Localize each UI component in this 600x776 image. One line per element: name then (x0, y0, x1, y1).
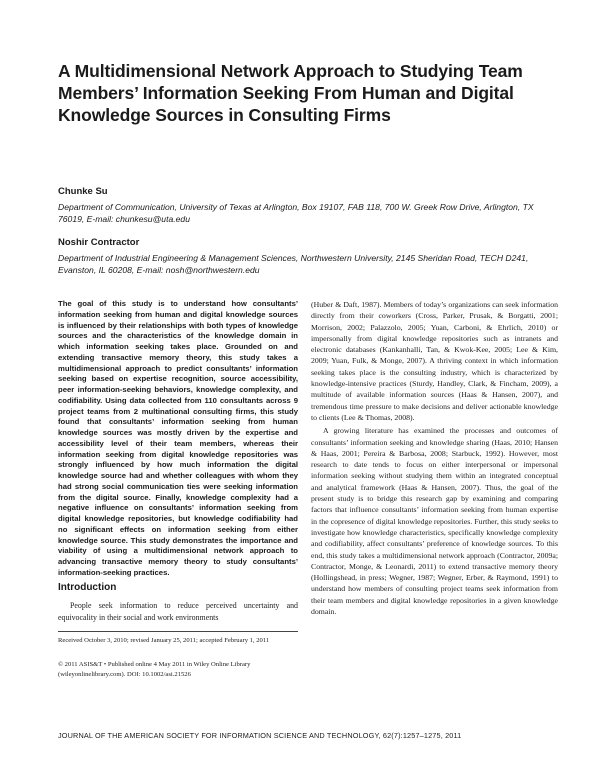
author-affiliation: Department of Communication, University of Texas at Arlington, Box 19107, FAB 118, 700 W. Greek Row Drive, Arlington, TX 76019, E-mail: chunkesu@uta.edu (58, 202, 534, 224)
copyright-notice: © 2011 ASIS&T • Published online 4 May 2011 in Wiley Online Library (wileyonlinelibrary.com). DOI: 10.1002/asi.21526 (58, 661, 251, 678)
author-block-2 (58, 237, 558, 276)
article-title: A Multidimensional Network Approach to Studying Team Members’ Information Seeking From Human and Digital Knowledge Sources in Consulting Firms (58, 61, 523, 125)
right-column (311, 299, 558, 617)
author-block-1 (58, 186, 558, 225)
author-name: Chunke Su (58, 186, 108, 197)
author-name: Noshir Contractor (58, 237, 140, 248)
abstract: The goal of this study is to understand how consultants’ information seeking from human and digital knowledge sources is influenced by their relationships with both types of knowledge sources and the characteristics of the knowledge domain in which information seeking takes place. Grounded on and extending transactive memory theory, this study takes a multidimensional approach to predict consultants’ information seeking based on expertise recognition, source accessibility, peer information-seeking behaviors, knowledge complexity, and codifiability. Using data collected from 110 consultants across 9 project teams from 2 multinational consulting firms, this study found that consultants’ information seeking from human knowledge sources was mostly driven by the expertise and accessibility level of their team members, whereas their information seeking from digital knowledge repositories was strongly influenced by how much information the digital knowledge source had and whether colleagues with whom they had strong social communication ties were seeking information from the digital source. Finally, knowledge complexity had a negative influence on consultants’ information seeking from digital knowledge repositories, but knowledge codifiability had no significant effects on information seeking from either knowledge source. This study demonstrates the importance and viability of using a multidimensional network approach to advancing transactive memory theory to study consultants’ information-seeking practices. (58, 299, 298, 577)
author-affiliation: Department of Industrial Engineering & Management Sciences, Northwestern University, 2145 Sheridan Road, TECH D241, Evanston, IL 60208, E-mail: nosh@northwestern.edu (58, 253, 529, 275)
body-paragraph: A growing literature has examined the processes and outcomes of consultants’ information seeking and knowledge sharing (Haas, 2010; Hansen & Haas, 2001; Pereira & Barbosa, 2008; Starbuck, 1992). However, most research to date tends to focus on either interpersonal or impersonal information seeking without studying them within an integrated conceptual and analytical framework (Haas & Hansen, 2007). Thus, the goal of the present study is to bridge this research gap by examining and comparing factors that influence consultants’ information seeking from human expertise in the copresence of digital knowledge repositories. Further, this study seeks to investigate how knowledge characteristics, specifically knowledge complexity and codifiability, affect consultants’ preference of knowledge sources. To this end, this study takes a multidimensional network approach (Contractor, 2009a; Contractor, Monge, & Leonardi, 2011) to extend transactive memory theory (Hollingshead, in press; Wegner, 1987; Wegner, Erber, & Raymond, 1991) to understand how members of consulting project teams seek information from their team members and digital knowledge repositories in a given knowledge domain. (311, 426, 558, 617)
received-dates: Received October 3, 2010; revised January 25, 2011; accepted February 1, 2011 (58, 637, 270, 644)
section-heading-introduction: Introduction (58, 582, 117, 593)
body-paragraph: (Huber & Daft, 1987). Members of today’s organizations can seek information directly from their coworkers (Cross, Parker, Prusak, & Borgatti, 2001; Morrison, 2002; Palazzolo, 2005; Yuan, Carboni, & Ehrlich, 2010) or impersonally from digital knowledge repositories such as intranets and electronic databases (Kankanhalli, Tan, & Kwok-Kee, 2005; Lee & Kim, 2009; Yuan, Fulk, & Monge, 2007). A thriving context in which information seeking takes place is the consulting industry, which is characterized by knowledge-intensive practices (Sturdy, Handley, Clark, & Fincham, 2009), a multitude of available information sources (Haas & Hansen, 2007), and tremendous time pressure to make decisions and deliver actionable knowledge to clients (Lee & Thomas, 2008). (311, 300, 558, 422)
intro-paragraph: People seek information to reduce perceived uncertainty and equivocality in their social and work environments (58, 601, 298, 622)
footnote-divider (58, 631, 298, 632)
journal-footer: JOURNAL OF THE AMERICAN SOCIETY FOR INFORMATION SCIENCE AND TECHNOLOGY, 62(7):1257–1275, 2011 (58, 731, 462, 740)
